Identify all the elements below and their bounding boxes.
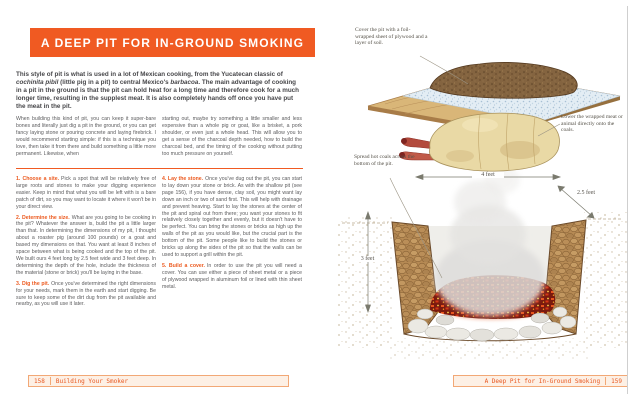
intro-text: . The main advantage of cooking in a pit in the ground is that the pit can hold heat for a long time and therefore cook for a much longer time, resulting in the supplest meat. It is also completely hands off once you have put the meat in the pit. bbox=[16, 79, 300, 111]
annotation-cover: Cover the pit with a foil-wrapped sheet of plywood and a layer of soil. bbox=[355, 27, 428, 47]
dimension-label-2-5-feet: 2.5 feet bbox=[577, 190, 595, 196]
dimension-label-4-feet: 4 feet bbox=[472, 172, 504, 178]
section-divider-rule bbox=[16, 168, 303, 169]
left-page-number: 158 bbox=[34, 377, 45, 385]
step-5-body: In order to use the pit you will need a cover. You can use either a piece of sheet metal or a piece of plywood wrapped in aluminum foil or lined with thin sheet metal. bbox=[162, 262, 303, 290]
right-footer-title: A Deep Pit for In-Ground Smoking bbox=[484, 377, 601, 385]
section-title-banner bbox=[30, 28, 315, 57]
step-1-title: 1. Choose a site. bbox=[16, 176, 60, 182]
step-3-title: 3. Dig the pit. bbox=[16, 280, 50, 287]
step-1-body: Pick a spot that will be relatively free of large roots and stones to make your digging experience easier. Keep in mind that what you will be left with is a bare patch of dirt, so you may want to locate it where it won't be in your direct view. bbox=[16, 176, 156, 210]
page-edge-line bbox=[627, 6, 628, 394]
body-paragraph-right: starting out, maybe try something a little smaller and less expensive than a whole pig or goat, like a brisket, a pork shoulder, or even just a whole head. This will allow you to get a sense of the charcoal depth needed, how to build the charcoal bed, and the timing of the cooking without putting too much pressure on yourself. bbox=[162, 116, 302, 157]
intro-text: (little pig in a pit) to central Mexico's bbox=[58, 79, 171, 87]
steps-column-left bbox=[16, 176, 156, 312]
pit-illustration bbox=[330, 10, 630, 365]
right-page-number: 159 bbox=[611, 377, 622, 385]
footer-divider bbox=[50, 377, 51, 385]
step-2 bbox=[16, 215, 156, 277]
step-5-title: 5. Build a cover. bbox=[162, 262, 205, 269]
step-3-body: Once you've determined the right dimensions for your needs, mark them in the earth and start digging. Be sure to keep some of the dirt dug from the pit available and nearby, as you will use it later. bbox=[16, 280, 156, 308]
step-1 bbox=[16, 176, 156, 211]
body-paragraph-left: When building this kind of pit, you can keep it super-bare bones and literally just dig a pit in the ground, or you can get fancy laying stone or pouring concrete and laying firebrick. I would recommend starting simple: if this is a technique you love, then take it from there and build something a little more permanent. Likewise, when bbox=[16, 116, 156, 157]
chapter-name: Building Your Smoker bbox=[55, 377, 129, 385]
dimension-label-3-feet: 3 feet bbox=[353, 256, 382, 262]
step-4-body: Once you've dug out the pit, you can start to lay down your stone or brick. As with the shallow pit (see page 156), if you have dense, clay soil, you might want lay down an inch or two of sand first. This will help with drainage and prevent heaving. Start to lay the stones at the center of the pit and spiral out from there; you want your stones to fit relatively closely together and evenly, but it doesn't have to be perfect. You can bring the stones or bricks as high up the walls of the pit as you would like, but the crucial part is the bottom of the pit. Some people like to build the stones or bricks up along the sides of the pit so that the walls can be used to support a grill within the pit. bbox=[162, 176, 303, 258]
step-4-title: 4. Lay the stone. bbox=[162, 176, 204, 182]
intro-italic-cochinita: cochinita pibil bbox=[16, 79, 59, 87]
step-2-body: What are you going to be cooking in the pit? Whatever the answer is, build the pit a little larger than that. In determining the dimensions of my pit, I thought about a roaster pig (around 100 pounds) or a goat and based my dimensions on that. You want at least 8 inches of space between what is being cooked and the top of the pit. We built ours 4 feet long by 2.5 feet wide and 3 feet deep. In determining the depth of the hole, include the thickness of the material (stone or brick) you'll be laying in the base. bbox=[16, 214, 156, 276]
step-2-title: 2. Determine the size. bbox=[16, 214, 70, 221]
annotation-spread-coals: Spread hot coals across the bottom of the pit. bbox=[354, 154, 415, 167]
annotation-lower-meat: Lower the wrapped meat or animal directly onto the coals. bbox=[561, 114, 623, 134]
intro-text: This style of pit is what is used in a lot of Mexican cooking, from the Yucatecan classic of bbox=[16, 71, 283, 79]
page-title: A DEEP PIT FOR IN-GROUND SMOKING bbox=[40, 35, 305, 50]
left-page-footer bbox=[28, 375, 289, 387]
intro-italic-barbacoa: barbacoa bbox=[170, 79, 199, 87]
intro-paragraph bbox=[16, 71, 303, 111]
footer-divider bbox=[605, 377, 606, 385]
steps-column-right bbox=[162, 176, 302, 295]
right-page-footer bbox=[453, 375, 628, 387]
step-5 bbox=[162, 263, 302, 291]
step-4 bbox=[162, 176, 302, 259]
wrapped-meat-illustration bbox=[399, 113, 560, 171]
step-3 bbox=[16, 281, 156, 309]
soil-layer bbox=[430, 62, 577, 98]
